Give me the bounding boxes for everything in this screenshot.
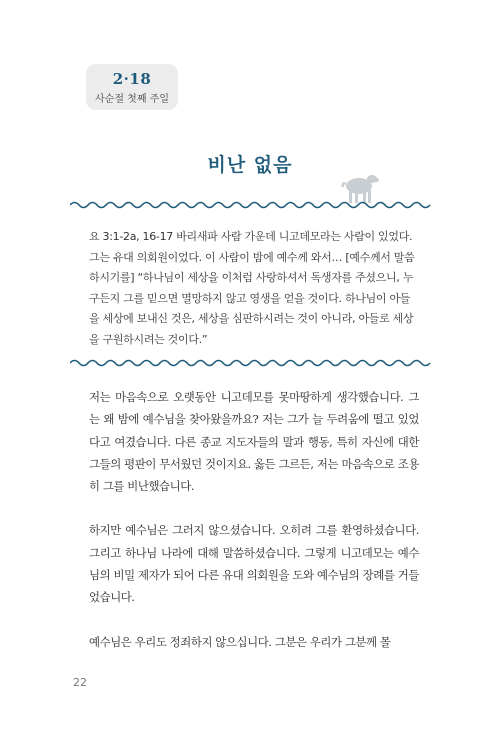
scripture-reference: 요 3:1-2a, 16-17 [89,230,173,243]
devotion-body [89,386,419,675]
scripture-text: 바리새파 사람 가운데 니고데모라는 사람이 있었다. 그는 유대 의회원이었다. 이 사람이 밤에 예수께 와서… [예수께서 말씀하시기를] “하나님이 세상을 이처럼 사랑하셔서 독생자를 주셨으니, 누구든지 그를 믿으면 멸망하지 않고 영생을 얻을 것이다. 하나님이 아들을 세상에 보내신 것은, 세상을 심판하시려는 것이 아니라, 아들로 세상을 구원하시려는 것이다.” [89,230,415,346]
wave-divider-top [70,199,432,211]
devotion-title: 비난 없음 [207,154,293,176]
date-badge [86,64,178,110]
date-label: 2·18 [112,70,152,88]
body-paragraph: 하지만 예수님은 그러지 않으셨습니다. 오히려 그를 환영하셨습니다. 그리고 하나님 나라에 대해 말씀하셨습니다. 그렇게 니고데모는 예수님의 비밀 제자가 되어 다른 유대 의회원을 도와 예수님의 장례를 거들었습니다. [89,523,419,605]
body-paragraph: 저는 마음속으로 오랫동안 니고데모를 못마땅하게 생각했습니다. 그는 왜 밤에 예수님을 찾아왔을까요? 저는 그가 늘 두려움에 떨고 있었다고 여겼습니다. 다른 종교 지도자들의 말과 행동, 특히 자신에 대한 그들의 평판이 무서웠던 것이지요. 옳든 그르든, 저는 마음속으로 조용히 그를 비난했습니다. [89,390,419,494]
page-number: 22 [73,676,87,689]
body-paragraph: 예수님은 우리도 정죄하지 않으십니다. 그분은 우리가 그분께 몰 [89,634,391,649]
scripture-passage [89,227,419,350]
liturgical-day-label: 사순절 첫째 주일 [95,94,169,105]
wave-divider-bottom [70,357,432,369]
